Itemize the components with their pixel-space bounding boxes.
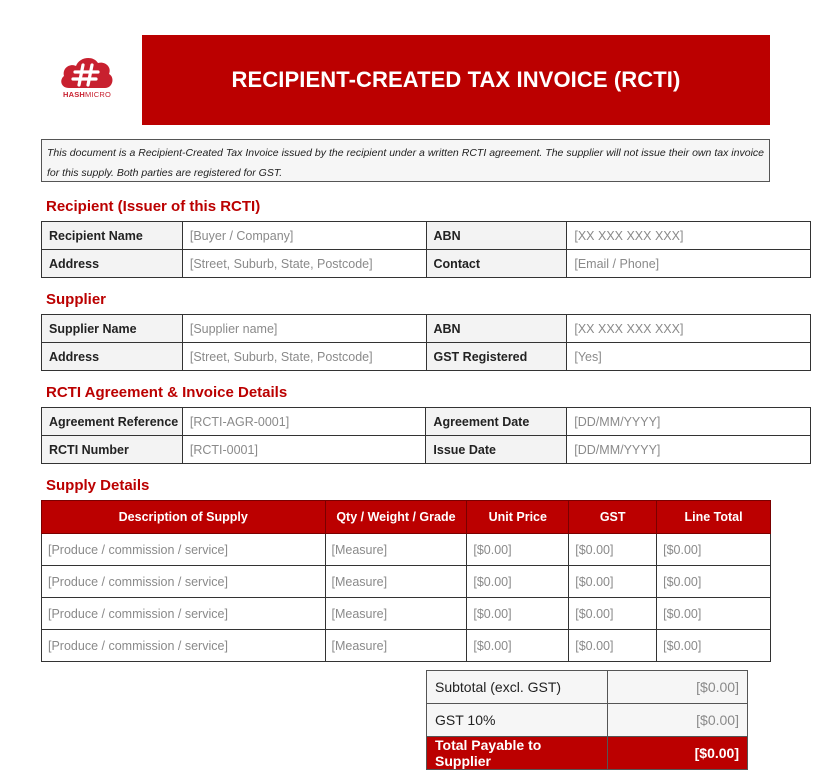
description-cell[interactable]: [Produce / commission / service] — [42, 598, 326, 630]
column-header-unit-price: Unit Price — [467, 501, 569, 534]
recipient-abn-field[interactable]: [XX XXX XXX XXX] — [567, 222, 811, 250]
unit-price-cell[interactable]: [$0.00] — [467, 566, 569, 598]
gst-label: GST 10% — [427, 704, 608, 737]
rcti-notice: This document is a Recipient-Created Tax Invoice issued by the recipient under a written RCTI agreement. The supplier will not issue their own tax invoice for this supply. Both parties are registered for GST. — [41, 139, 770, 182]
column-header-gst: GST — [569, 501, 657, 534]
table-row — [42, 598, 771, 630]
total-payable-value[interactable]: [$0.00] — [608, 737, 748, 770]
supply-header-row — [42, 501, 771, 534]
supplier-abn-field[interactable]: [XX XXX XXX XXX] — [567, 315, 811, 343]
section-title-supplier: Supplier — [46, 291, 107, 308]
document-title: RECIPIENT-CREATED TAX INVOICE (RCTI) — [231, 67, 681, 92]
agreement-date-label: Agreement Date — [426, 408, 567, 436]
unit-price-cell[interactable]: [$0.00] — [467, 598, 569, 630]
gst-value[interactable]: [$0.00] — [608, 704, 748, 737]
total-row — [427, 737, 748, 770]
recipient-name-label: Recipient Name — [42, 222, 183, 250]
supplier-address-field[interactable]: [Street, Suburb, State, Postcode] — [182, 343, 426, 371]
qty-cell[interactable]: [Measure] — [325, 630, 467, 662]
recipient-table — [41, 221, 811, 278]
rcti-number-field[interactable]: [RCTI-0001] — [182, 436, 426, 464]
subtotal-value[interactable]: [$0.00] — [608, 671, 748, 704]
table-row — [42, 630, 771, 662]
line-total-cell[interactable]: [$0.00] — [657, 630, 771, 662]
qty-cell[interactable]: [Measure] — [325, 598, 467, 630]
table-row — [42, 250, 811, 278]
supplier-table — [41, 314, 811, 371]
gst-cell[interactable]: [$0.00] — [569, 566, 657, 598]
table-row — [42, 436, 811, 464]
title-banner — [142, 35, 770, 125]
supplier-address-label: Address — [42, 343, 183, 371]
gst-row — [427, 704, 748, 737]
subtotal-label: Subtotal (excl. GST) — [427, 671, 608, 704]
description-cell[interactable]: [Produce / commission / service] — [42, 630, 326, 662]
logo-text-bold: HASH — [62, 90, 86, 99]
recipient-address-field[interactable]: [Street, Suburb, State, Postcode] — [182, 250, 426, 278]
agreement-date-field[interactable]: [DD/MM/YYYY] — [567, 408, 811, 436]
agreement-reference-label: Agreement Reference — [42, 408, 183, 436]
table-row — [42, 343, 811, 371]
line-total-cell[interactable]: [$0.00] — [657, 598, 771, 630]
agreement-table — [41, 407, 811, 464]
section-title-recipient: Recipient (Issuer of this RCTI) — [46, 198, 261, 215]
gst-cell[interactable]: [$0.00] — [569, 630, 657, 662]
description-cell[interactable]: [Produce / commission / service] — [42, 534, 326, 566]
supply-table — [41, 500, 771, 662]
column-header-line-total: Line Total — [657, 501, 771, 534]
agreement-reference-field[interactable]: [RCTI-AGR-0001] — [182, 408, 426, 436]
column-header-qty: Qty / Weight / Grade — [325, 501, 467, 534]
issue-date-field[interactable]: [DD/MM/YYYY] — [567, 436, 811, 464]
description-cell[interactable]: [Produce / commission / service] — [42, 566, 326, 598]
qty-cell[interactable]: [Measure] — [325, 534, 467, 566]
section-title-agreement: RCTI Agreement & Invoice Details — [46, 384, 288, 401]
line-total-cell[interactable]: [$0.00] — [657, 534, 771, 566]
total-payable-label: Total Payable to Supplier — [427, 737, 608, 770]
logo-text-light: MICRO — [85, 90, 112, 99]
supplier-abn-label: ABN — [426, 315, 567, 343]
unit-price-cell[interactable]: [$0.00] — [467, 630, 569, 662]
totals-table — [426, 670, 748, 770]
rcti-number-label: RCTI Number — [42, 436, 183, 464]
section-title-supply: Supply Details — [46, 477, 150, 494]
table-row — [42, 222, 811, 250]
unit-price-cell[interactable]: [$0.00] — [467, 534, 569, 566]
column-header-description: Description of Supply — [42, 501, 326, 534]
table-row — [42, 315, 811, 343]
recipient-address-label: Address — [42, 250, 183, 278]
hashmicro-logo — [57, 52, 117, 102]
recipient-abn-label: ABN — [426, 222, 567, 250]
issue-date-label: Issue Date — [426, 436, 567, 464]
qty-cell[interactable]: [Measure] — [325, 566, 467, 598]
recipient-name-field[interactable]: [Buyer / Company] — [182, 222, 426, 250]
recipient-contact-field[interactable]: [Email / Phone] — [567, 250, 811, 278]
table-row — [42, 566, 771, 598]
subtotal-row — [427, 671, 748, 704]
table-row — [42, 534, 771, 566]
gst-cell[interactable]: [$0.00] — [569, 598, 657, 630]
supplier-gst-registered-label: GST Registered — [426, 343, 567, 371]
recipient-contact-label: Contact — [426, 250, 567, 278]
supplier-name-label: Supplier Name — [42, 315, 183, 343]
cloud-hash-icon — [57, 52, 117, 90]
supplier-name-field[interactable]: [Supplier name] — [182, 315, 426, 343]
line-total-cell[interactable]: [$0.00] — [657, 566, 771, 598]
gst-cell[interactable]: [$0.00] — [569, 534, 657, 566]
logo-wordmark — [57, 90, 117, 99]
table-row — [42, 408, 811, 436]
supplier-gst-registered-field[interactable]: [Yes] — [567, 343, 811, 371]
